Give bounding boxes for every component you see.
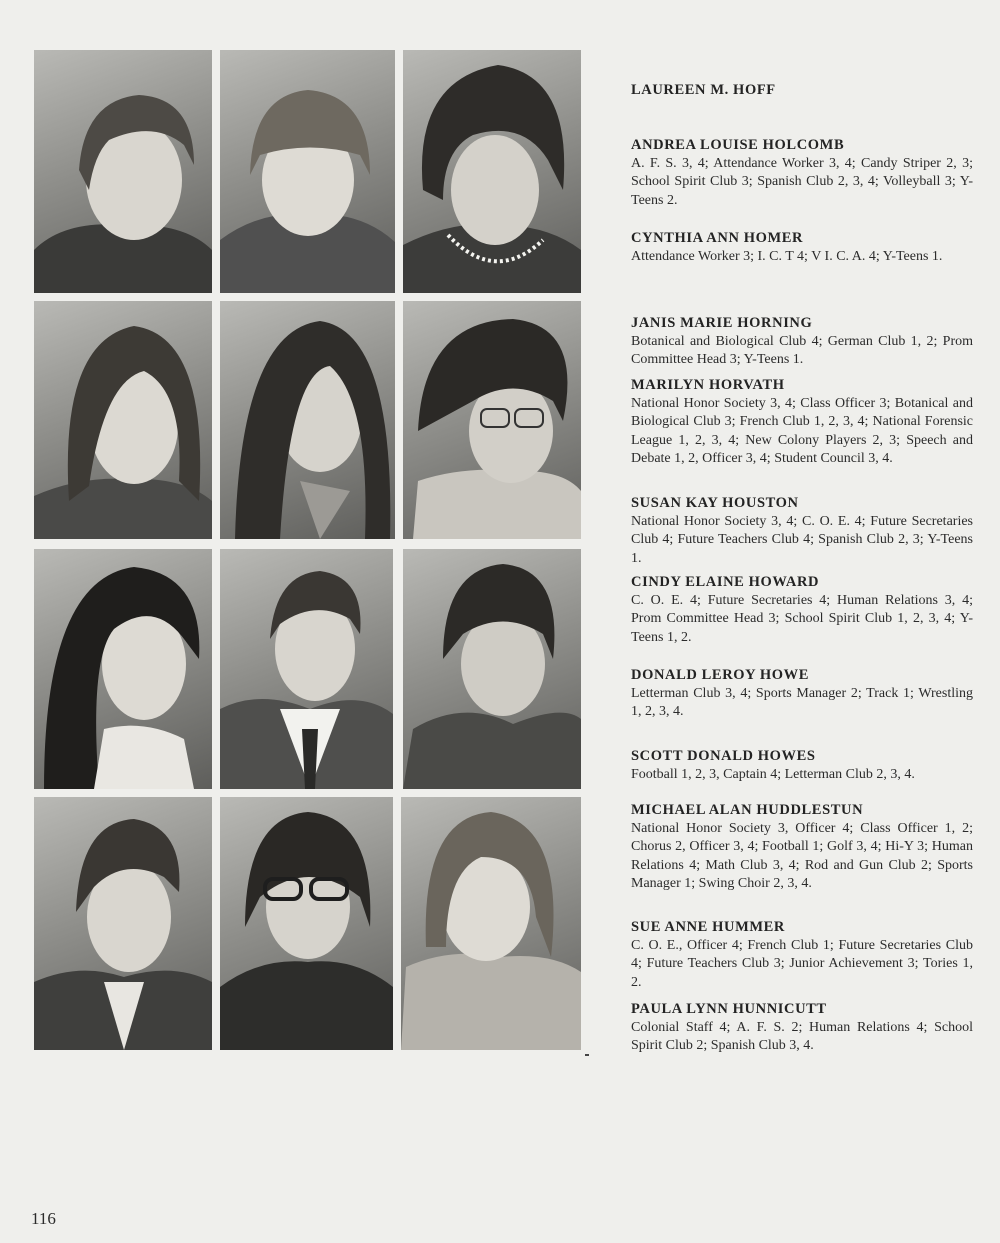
student-name: SCOTT DONALD HOWES xyxy=(631,748,816,764)
student-name: SUSAN KAY HOUSTON xyxy=(631,495,799,511)
senior-entry xyxy=(631,918,973,992)
senior-entry xyxy=(631,747,973,784)
student-activities: Letterman Club 3, 4; Sports Manager 2; Track 1; Wrestling 1, 2, 3, 4. xyxy=(631,686,973,720)
student-name: SUE ANNE HUMMER xyxy=(631,919,786,935)
student-name: CINDY ELAINE HOWARD xyxy=(631,574,820,590)
portrait-photo xyxy=(220,549,393,789)
senior-entry xyxy=(631,666,973,722)
senior-entry xyxy=(631,573,973,647)
page-number: 116 xyxy=(31,1209,56,1228)
student-activities: National Honor Society 3, Officer 4; Class Officer 1, 2; Chorus 2, Officer 3, 4; Football 1; Golf 3, 4; Hi-Y 3; Human Relations 4; Math Club 3, 4; Rod and Gun Club 2; Sports Manager 1; Swing Choir 2, 3, 4. xyxy=(631,821,973,892)
student-activities: Botanical and Biological Club 4; German Club 1, 2; Prom Committee Head 3; Y-Teens 1. xyxy=(631,334,973,368)
portrait-photo xyxy=(220,50,395,293)
portrait-photo xyxy=(34,549,212,789)
student-name: DONALD LEROY HOWE xyxy=(631,667,810,683)
portrait-photo xyxy=(220,301,395,539)
student-name: ANDREA LOUISE HOLCOMB xyxy=(631,137,845,153)
portrait-photo xyxy=(34,50,212,293)
student-activities: Colonial Staff 4; A. F. S. 2; Human Relations 4; School Spirit Club 2; Spanish Club 3, 4. xyxy=(631,1020,973,1054)
senior-entry xyxy=(631,494,973,568)
student-name: CYNTHIA ANN HOMER xyxy=(631,230,804,246)
student-activities: C. O. E. 4; Future Secretaries 4; Human Relations 3, 4; Prom Committee Head 3; School Spirit Club 1, 2, 3, 4; Y-Teens 1, 2. xyxy=(631,593,973,645)
senior-entry xyxy=(631,229,973,266)
portrait-photo xyxy=(403,50,581,293)
portrait-photo xyxy=(34,797,212,1050)
senior-entry xyxy=(631,314,973,370)
senior-entry xyxy=(631,801,973,894)
student-name: MICHAEL ALAN HUDDLESTUN xyxy=(631,802,864,818)
student-name: PAULA LYNN HUNNICUTT xyxy=(631,1001,827,1017)
student-activities: C. O. E., Officer 4; French Club 1; Future Secretaries Club 4; Future Teachers Club 3; Junior Achievement 3; Tories 1, 2. xyxy=(631,938,973,990)
student-activities: National Honor Society 3, 4; C. O. E. 4; Future Secretaries Club 4; Future Teachers Club 4; Spanish Club 2, 3; Y-Teens 1. xyxy=(631,514,973,566)
senior-entry xyxy=(631,376,973,469)
senior-entry xyxy=(631,136,973,210)
student-activities: Attendance Worker 3; I. C. T 4; V I. C. A. 4; Y-Teens 1. xyxy=(631,249,943,264)
portrait-photo xyxy=(403,301,581,539)
student-name: LAUREEN M. HOFF xyxy=(631,82,776,98)
portrait-photo xyxy=(403,549,581,789)
portrait-photo xyxy=(401,797,581,1050)
student-activities: National Honor Society 3, 4; Class Officer 3; Botanical and Biological Club 3; French Club 1, 2, 3, 4; National Forensic League 1, 2, 3, 4; New Colony Players 2, 3; Speech and Debate 1, 2, Officer 3, 4; Student Council 3, 4. xyxy=(631,396,973,467)
portrait-photo xyxy=(220,797,393,1050)
decorative-mark xyxy=(585,1054,589,1056)
student-name: MARILYN HORVATH xyxy=(631,377,785,393)
student-activities: A. F. S. 3, 4; Attendance Worker 3, 4; Candy Striper 2, 3; School Spirit Club 3; Spanish Club 2, 3, 4; Volleyball 3; Y-Teens 2. xyxy=(631,156,973,208)
student-name: JANIS MARIE HORNING xyxy=(631,315,813,331)
student-activities: Football 1, 2, 3, Captain 4; Letterman Club 2, 3, 4. xyxy=(631,767,915,782)
portrait-photo xyxy=(34,301,212,539)
senior-entry xyxy=(631,1000,973,1056)
senior-entry xyxy=(631,81,973,100)
